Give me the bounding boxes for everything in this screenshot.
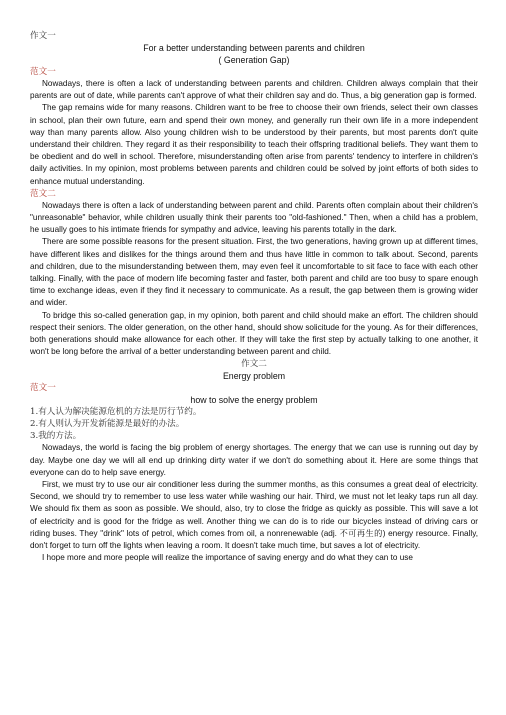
essay-one-title: For a better understanding between parents and children <box>143 43 365 53</box>
sample-one-label: 范文一 <box>30 67 56 77</box>
outline-point: 2.有人则认为开发新能源是最好的办法。 <box>30 419 185 430</box>
essay-one-label: 作文一 <box>30 31 56 41</box>
essay-one-subtitle: ( Generation Gap) <box>218 55 290 65</box>
paragraph: The gap remains wide for many reasons. Children want to be free to choose their own friends, select their own classes in school, plan their own future, earn and spend their own money, and generally run their own life in a more independent way than many parents allow. Also young children wish to be understood by their parents, but most parents don't quite understand their children. They regard it as their responsibility to teach their offspring traditional beliefs. They want them to be obedient and do well in school. Therefore, misunderstanding often arise from parents' tendency to interfere in children's daily activities. In my opinion, most problems between parents and children could be solved by joint efforts of both sides to enhance mutual understanding. <box>30 103 478 186</box>
paragraph: First, we must try to use our air conditioner less during the summer months, as this consumes a great deal of electricity. Second, we should try to remember to use less water while washing our hair. Third, we must not let leaky taps run all day. We should fix them as soon as possible. We should, also, try to close the fridge as quickly as possible. This will save a lot of electricity and is good for the fridge as well. Another thing we can do is to ride our bicycles instead of driving cars or riding buses. They "drink" lots of petrol, which comes from oil, a nonrenewable (adj. 不可再生的) energy resource. Finally, don't forget to turn off the lights when leaving a room. It doesn't take much time, but saves a lot of electricity. <box>30 480 478 551</box>
paragraph: I hope more and more people will realize the importance of saving energy and do what they can to use <box>42 553 413 563</box>
sample-two-label: 范文二 <box>30 188 56 199</box>
paragraph: To bridge this so-called generation gap, in my opinion, both parent and child should make an effort. The children should respect their seniors. The older generation, on the other hand, should show solicitude for the young. As for their differences, both generations should make allowance for each other. If they will take the first step by actually talking to one another, it won't be long before the arrival of a better understanding between parent and child. <box>30 310 478 357</box>
outline-point: 1.有人认为解决能源危机的方法是厉行节约。 <box>30 407 202 418</box>
essay-two-heading: how to solve the energy problem <box>190 395 318 406</box>
essay-two-label: 作文二 <box>241 359 267 370</box>
paragraph: Nowadays there is often a lack of understanding between parent and child. Parents often complain about their children's "unreasonable" behavior, while children usually think their parents too "old-fashioned." Then, when a child has a problem, he usually goes to his intimate friends for sympathy and advice, leaving his parents totally in the dark. <box>30 200 478 235</box>
essay-two-title: Energy problem <box>222 371 286 382</box>
paragraph: Nowadays, there is often a lack of understanding between parents and children. Children always complain that their parents are out of date, while parents can't approve of what their children say and do. Thus, a big generation gap is formed. <box>30 79 478 101</box>
paragraph: There are some possible reasons for the present situation. First, the two generations, having grown up at different times, have different likes and dislikes for the things around them and thus have little in common to talk about. Second, parents and children, due to the misunderstanding between them, may even feel it uncomfortable to sit face to face with each other talking. Finally, with the pace of modern life becoming faster and faster, both parent and child are too busy to spare enough time to exchange ideas, even if they find it necessary to communicate. As a result, the gap between them is growing wider and wider. <box>30 237 478 308</box>
paragraph: Nowadays, the world is facing the big problem of energy shortages. The energy that we can use is running out day by day. Maybe one day we will all end up drinking dirty water if we don't do something about it. Here are some things that everyone can do to help save energy. <box>30 443 478 477</box>
outline-point: 3.我的方法。 <box>30 431 82 442</box>
essay-two-sample-one-label: 范文一 <box>30 383 56 394</box>
